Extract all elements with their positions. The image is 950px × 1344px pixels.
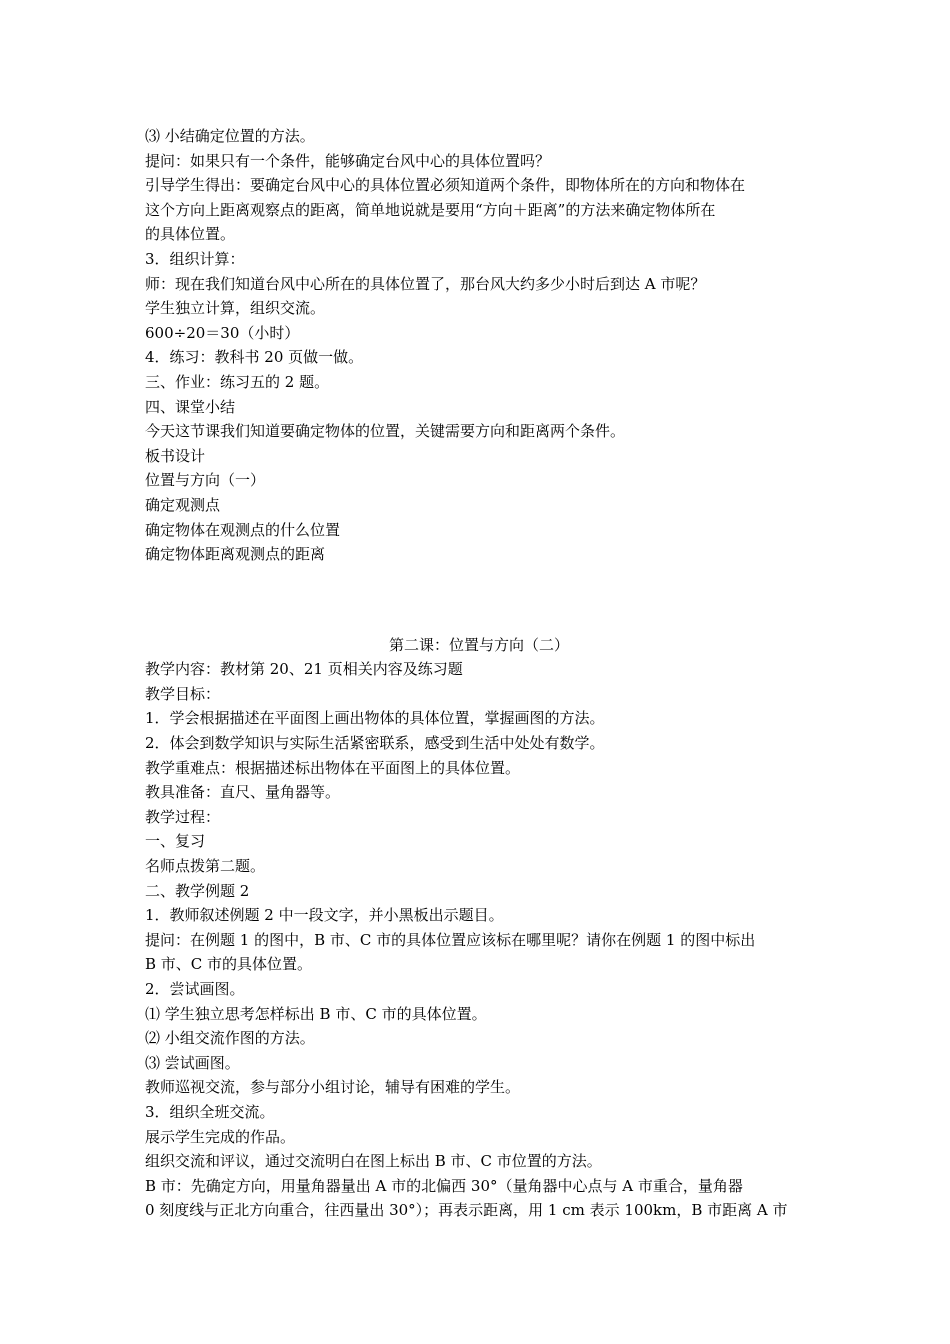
text-line: 四、课堂小结 [145,397,236,416]
text-line: 教具准备：直尺、量角器等。 [145,783,341,802]
text-line: 3．组织全班交流。 [145,1102,275,1121]
text-line: 组织交流和评议，通过交流明白在图上标出 B 市、C 市位置的方法。 [145,1152,602,1171]
text-line: 2．体会到数学知识与实际生活紧密联系，感受到生活中处处有数学。 [145,734,605,753]
text-line: 今天这节课我们知道要确定物体的位置，关键需要方向和距离两个条件。 [145,422,626,441]
text-line: 引导学生得出：要确定台风中心的具体位置必须知道两个条件，即物体所在的方向和物体在 [145,176,746,195]
lesson-title: 第二课：位置与方向（二） [388,635,569,654]
text-line: ⑴ 学生独立思考怎样标出 B 市、C 市的具体位置。 [145,1004,487,1023]
text-line: 的具体位置。 [145,225,236,244]
section-two [145,633,813,1223]
text-line: 教学目标： [145,684,221,703]
text-line: 教学内容：教材第 20、21 页相关内容及练习题 [145,660,463,679]
text-line: 位置与方向（一） [145,471,266,490]
text-line: 学生独立计算，组织交流。 [145,299,326,318]
text-line: 600÷20＝30（小时） [145,323,300,342]
text-line: 教学过程： [145,807,221,826]
text-line: 确定观测点 [145,495,221,514]
text-line: 提问：如果只有一个条件，能够确定台风中心的具体位置吗？ [145,151,551,170]
text-line: 师：现在我们知道台风中心所在的具体位置了，那台风大约多少小时后到达 A 市呢？ [145,274,706,293]
text-line: 1．学会根据描述在平面图上画出物体的具体位置，掌握画图的方法。 [145,709,605,728]
text-line: 名师点拨第二题。 [145,857,266,876]
text-line: 教学重难点：根据描述标出物体在平面图上的具体位置。 [145,758,521,777]
text-line: 三、作业：练习五的 2 题。 [145,372,330,391]
text-line: ⑶ 小结确定位置的方法。 [145,127,315,145]
document-page [145,124,813,1223]
text-line: 二、教学例题 2 [145,881,250,900]
section-gap [145,567,813,633]
text-line: 展示学生完成的作品。 [145,1127,296,1146]
text-line: 确定物体距离观测点的距离 [145,545,326,564]
text-line: ⑶ 尝试画图。 [145,1053,240,1072]
text-line: 这个方向上距离观察点的距离，简单地说就是要用“方向＋距离”的方法来确定物体所在 [145,200,716,219]
text-line: 确定物体在观测点的什么位置 [145,520,341,539]
section-one [145,124,813,567]
text-line: 板书设计 [145,446,206,465]
text-line: ⑵ 小组交流作图的方法。 [145,1029,315,1048]
text-line: 0 刻度线与正北方向重合，往西量出 30°）；再表示距离，用 1 cm 表示 100km，B 市距离 A 市 [145,1201,788,1220]
text-line: 3．组织计算： [145,249,245,268]
text-line: 教师巡视交流，参与部分小组讨论，辅导有困难的学生。 [145,1078,521,1097]
text-line: B 市：先确定方向，用量角器量出 A 市的北偏西 30°（量角器中心点与 A 市重合，量角器 [145,1176,743,1195]
text-line: 4．练习：教科书 20 页做一做。 [145,348,364,367]
text-line: 2．尝试画图。 [145,980,245,998]
text-line: B 市、C 市的具体位置。 [145,955,313,974]
text-line: 提问：在例题 1 的图中，B 市、C 市的具体位置应该标在哪里呢？请你在例题 1 的图中标出 [145,930,756,949]
text-line: 一、复习 [145,832,206,851]
text-line: 1．教师叙述例题 2 中一段文字，并小黑板出示题目。 [145,906,504,925]
